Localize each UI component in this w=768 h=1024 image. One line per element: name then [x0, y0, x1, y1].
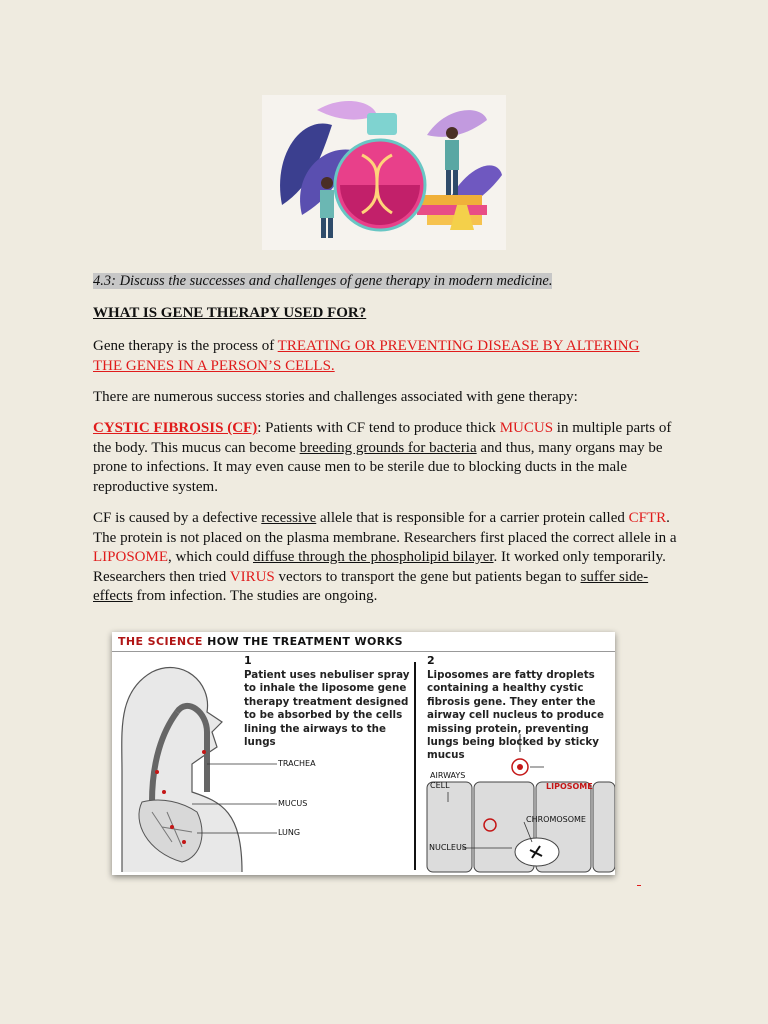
gene-therapy-illustration: [262, 95, 506, 250]
liposome-term: LIPOSOME: [93, 549, 169, 565]
recessive-term: recessive: [261, 510, 317, 526]
cf-paragraph: CYSTIC FIBROSIS (CF): Patients with CF tend to produce thick MUCUS in multiple parts of the body. This mucus can become breeding grounds for bacteria and thus, many organs may be prone to infections. It may even cause men to be sterile due to blocking ducts in the male reproductive system.: [93, 420, 672, 495]
definition-paragraph: [93, 337, 683, 376]
virus-term: VIRUS: [229, 568, 275, 585]
cf-term: CYSTIC FIBROSIS (CF): [93, 420, 258, 436]
cause-paragraph: CF is caused by a defective recessive allele that is responsible for a carrier protein called CFTR. The protein is not placed on the plasma membrane. Researchers first placed the correct allele in a LIPOSOME, which could diffuse through the phospholipid bilayer. It worked only temporarily. Researchers then tried VIRUS vectors to transport the gene but patients began to suffer side-effects from infection. The studies are ongoing.: [93, 510, 677, 604]
liposome-label: LIPOSOME: [546, 782, 593, 791]
lung-label: LUNG: [278, 828, 301, 837]
breeding-grounds-text: breeding grounds for bacteria: [299, 439, 477, 456]
definition-highlight-2: THE GENES IN A PERSON’S CELLS.: [93, 357, 335, 374]
mucus-term: MUCUS: [499, 420, 554, 436]
definition-prefix: Gene therapy is the process of: [93, 338, 278, 354]
chromosome-label: CHROMOSOME: [526, 815, 586, 824]
trachea-label: TRACHEA: [278, 759, 316, 768]
side-effects-text: suffer side-effects: [93, 568, 649, 604]
nucleus-label: NUCLEUS: [429, 843, 467, 852]
section-heading: WHAT IS GENE THERAPY USED FOR?: [93, 305, 367, 321]
step-2-text: Liposomes are fatty droplets containing a healthy cystic fibrosis gene. They enter the airway cell nucleus to produce missing protein, preventing lungs being blocked by sticky mucus: [427, 669, 604, 762]
treatment-figure: [112, 632, 615, 875]
stray-link-mark: [637, 885, 641, 886]
question-heading: 4.3: Discuss the successes and challenges of gene therapy in modern medicine.: [93, 273, 553, 289]
step-1-text: Patient uses nebuliser spray to inhale the liposome gene therapy treatment designed to be absorbed by the cells lining the airways to the lungs: [244, 669, 410, 749]
cftr-term: CFTR: [628, 510, 667, 526]
diffuse-text: diffuse through the phospholipid bilayer: [253, 549, 494, 565]
step-1-number: 1: [244, 654, 252, 667]
figure-title: THE SCIENCE HOW THE TREATMENT WORKS: [118, 635, 403, 648]
airways-cell-label: AIRWAYS CELL: [430, 771, 466, 790]
intro-paragraph: There are numerous success stories and challenges associated with gene therapy:: [93, 389, 578, 405]
mucus-label: MUCUS: [278, 799, 308, 808]
step-2-number: 2: [427, 654, 435, 667]
definition-highlight-1: TREATING OR PREVENTING DISEASE BY ALTERING: [277, 338, 640, 354]
